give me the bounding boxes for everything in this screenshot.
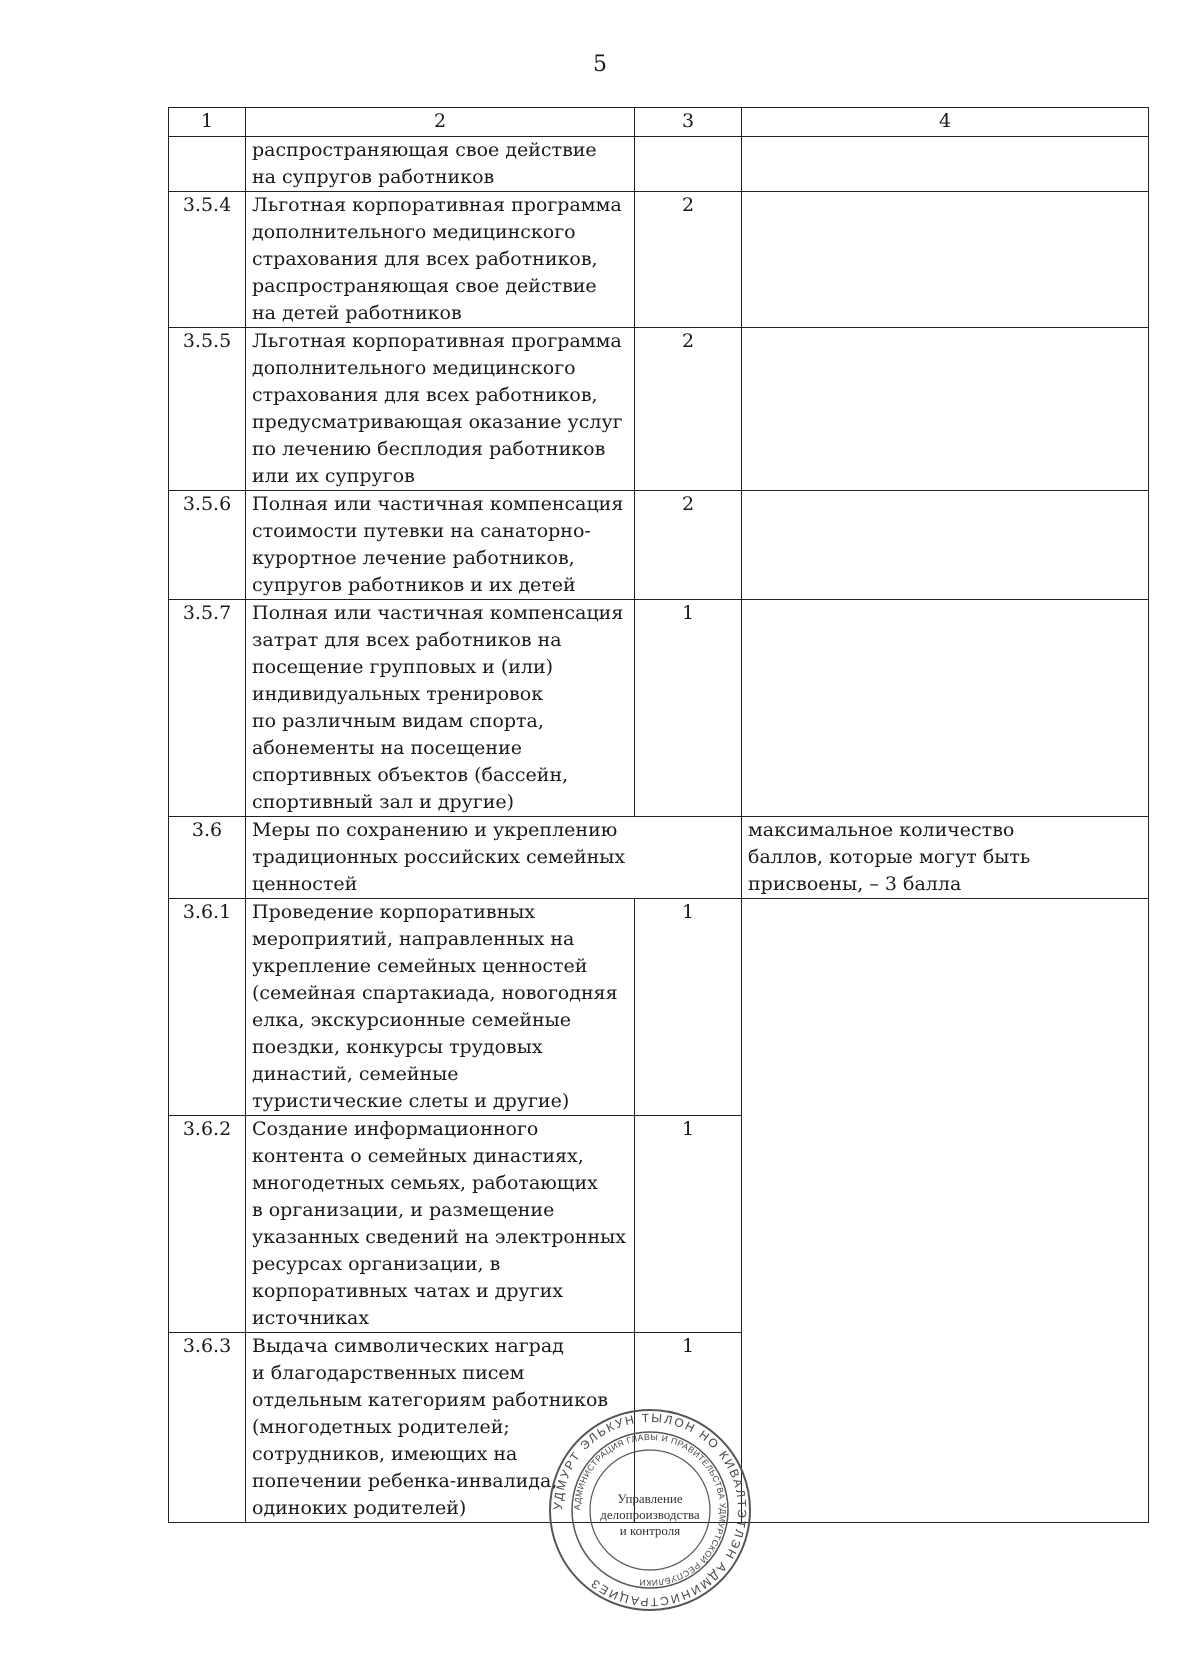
text-line: по различным видам спорта, [252, 710, 544, 732]
item-points: 1 [635, 1116, 742, 1333]
text-line: отдельным категориям работников [252, 1389, 609, 1411]
text-line: или их супругов [252, 465, 415, 487]
item-number: 3.5.7 [169, 600, 246, 817]
item-description [246, 1116, 635, 1333]
text-line: традиционных российских семейных [252, 846, 626, 868]
item-points: 2 [635, 192, 742, 328]
text-line: (многодетных родителей; [252, 1416, 510, 1438]
text-line: страхования для всех работников, [252, 384, 598, 406]
item-number: 3.5.6 [169, 491, 246, 600]
text-line: елка, экскурсионные семейные [252, 1009, 572, 1031]
item-points [635, 137, 742, 192]
merged-note-cell [742, 899, 1149, 1523]
item-number: 3.6.2 [169, 1116, 246, 1333]
table-row [169, 192, 1149, 328]
text-line: затрат для всех работников на [252, 629, 562, 651]
text-line: попечении ребенка-инвалида, [252, 1470, 558, 1492]
column-header: 1 [169, 108, 246, 137]
text-line: баллов, которые могут быть [748, 846, 1031, 868]
seal-center-line: Управление [617, 1491, 683, 1506]
text-line: спортивных объектов (бассейн, [252, 764, 569, 786]
item-points: 1 [635, 600, 742, 817]
text-line: ресурсах организации, в [252, 1253, 501, 1275]
text-line: указанных сведений на электронных [252, 1226, 626, 1248]
column-header: 4 [742, 108, 1149, 137]
text-line: курортное лечение работников, [252, 547, 575, 569]
item-number: 3.6.1 [169, 899, 246, 1116]
text-line: стоимости путевки на санаторно- [252, 520, 591, 542]
text-line: ценностей [252, 873, 358, 895]
text-line: абонементы на посещение [252, 737, 522, 759]
section-description [246, 817, 742, 899]
item-points: 2 [635, 328, 742, 491]
text-line: страхования для всех работников, [252, 248, 598, 270]
text-line: источниках [252, 1307, 370, 1329]
text-line: супругов работников и их детей [252, 574, 576, 596]
text-line: Проведение корпоративных [252, 901, 536, 923]
item-note [742, 600, 1149, 817]
item-points: 1 [635, 1333, 742, 1523]
text-line: Выдача символических наград [252, 1335, 564, 1357]
text-line: (семейная спартакиада, новогодняя [252, 982, 618, 1004]
item-description [246, 192, 635, 328]
official-seal [545, 1405, 755, 1615]
table-row [169, 328, 1149, 491]
text-line: поездки, конкурсы трудовых [252, 1036, 543, 1058]
text-line: спортивный зал и другие) [252, 791, 515, 813]
item-description [246, 491, 635, 600]
text-line: и благодарственных писем [252, 1362, 525, 1384]
text-line: максимальное количество [748, 819, 1015, 841]
text-line: Создание информационного [252, 1118, 539, 1140]
text-line: корпоративных чатах и других [252, 1280, 564, 1302]
page-number: 5 [593, 52, 607, 77]
text-line: дополнительного медицинского [252, 357, 576, 379]
text-line: династий, семейные [252, 1063, 459, 1085]
column-header: 2 [246, 108, 635, 137]
table-row [169, 491, 1149, 600]
criteria-table [168, 107, 1149, 1523]
text-line: укрепление семейных ценностей [252, 955, 588, 977]
text-line: Полная или частичная компенсация [252, 493, 624, 515]
text-line: многодетных семьях, работающих [252, 1172, 598, 1194]
text-line: присвоены, – 3 балла [748, 873, 962, 895]
item-points: 1 [635, 899, 742, 1116]
text-line: по лечению бесплодия работников [252, 438, 606, 460]
text-line: посещение групповых и (или) [252, 656, 554, 678]
text-line: на супругов работников [252, 166, 495, 188]
seal-center-line: делопроизводства [600, 1507, 700, 1522]
item-points: 2 [635, 491, 742, 600]
section-row [169, 817, 1149, 899]
text-line: на детей работников [252, 302, 462, 324]
text-line: индивидуальных тренировок [252, 683, 544, 705]
text-line: одиноких родителей) [252, 1497, 467, 1519]
item-description [246, 328, 635, 491]
text-line: Льготная корпоративная программа [252, 330, 622, 352]
seal-outer-text: УДМУРТ ЭЛЬКУН ТЫЛОН НО КИВАЛТЭТЛЭН АДМИНИСТРАЦИЕЗ [550, 1410, 750, 1610]
text-line: мероприятий, направленных на [252, 928, 575, 950]
item-description [246, 899, 635, 1116]
text-line: контента о семейных династиях, [252, 1145, 584, 1167]
text-line: Меры по сохранению и укреплению [252, 819, 618, 841]
item-number: 3.6.3 [169, 1333, 246, 1523]
seal-middle-text: АДМИНИСТРАЦИЯ ГЛАВЫ И ПРАВИТЕЛЬСТВА УДМУРТСКОЙ РЕСПУБЛИКИ [571, 1431, 729, 1589]
text-line: Льготная корпоративная программа [252, 194, 622, 216]
text-line: Полная или частичная компенсация [252, 602, 624, 624]
text-line: распространяющая свое действие [252, 139, 597, 161]
item-note [742, 328, 1149, 491]
item-description [246, 137, 635, 192]
item-number: 3.5.4 [169, 192, 246, 328]
text-line: в организации, и размещение [252, 1199, 555, 1221]
item-note [742, 137, 1149, 192]
table-row [169, 600, 1149, 817]
text-line: туристические слеты и другие) [252, 1090, 570, 1112]
item-description [246, 600, 635, 817]
text-line: дополнительного медицинского [252, 221, 576, 243]
table-row [169, 899, 1149, 1116]
item-number: 3.5.5 [169, 328, 246, 491]
item-note [742, 491, 1149, 600]
table-header-row [169, 108, 1149, 137]
item-number [169, 137, 246, 192]
text-line: предусматривающая оказание услуг [252, 411, 623, 433]
seal-center-line: и контроля [619, 1523, 681, 1538]
column-header: 3 [635, 108, 742, 137]
table-row [169, 137, 1149, 192]
item-note [742, 192, 1149, 328]
section-note [742, 817, 1149, 899]
text-line: распространяющая свое действие [252, 275, 597, 297]
section-number: 3.6 [169, 817, 246, 899]
text-line: сотрудников, имеющих на [252, 1443, 518, 1465]
